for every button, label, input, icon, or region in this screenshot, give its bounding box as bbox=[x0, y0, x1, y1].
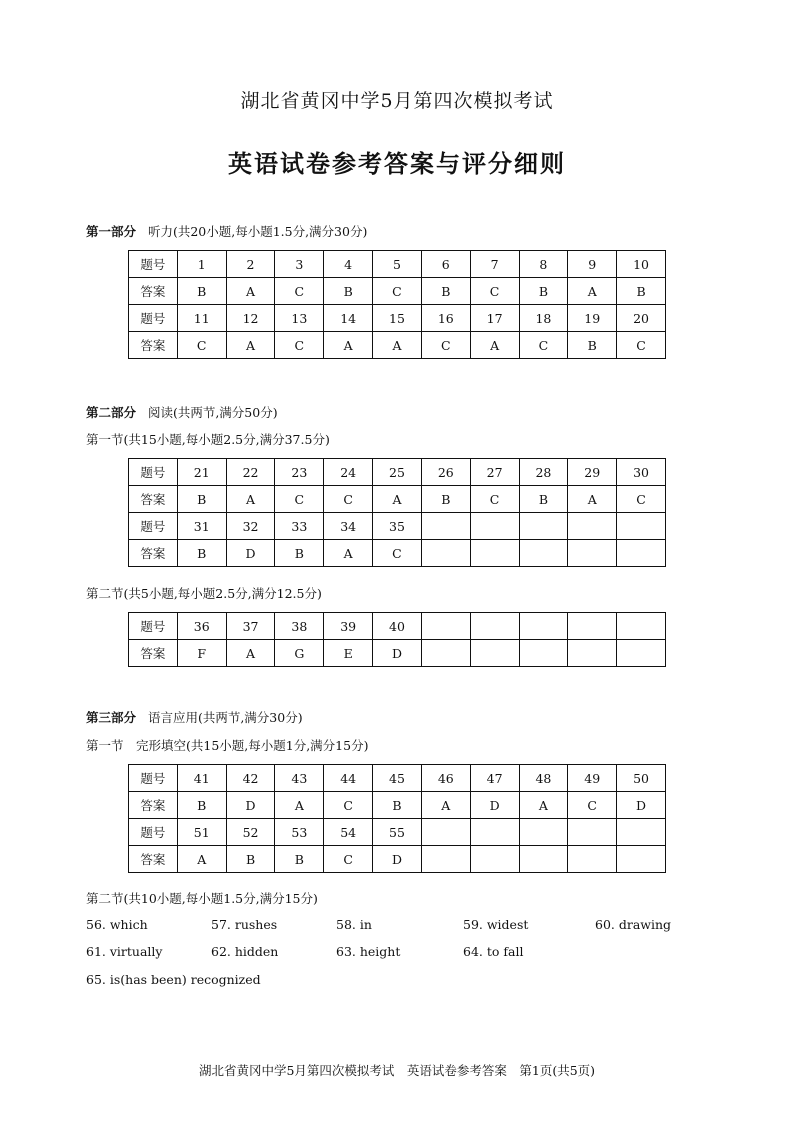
table-cell: A bbox=[177, 846, 226, 873]
table-cell: 27 bbox=[470, 459, 519, 486]
table-cell: 1 bbox=[177, 251, 226, 278]
table-cell: 50 bbox=[617, 765, 666, 792]
table-cell: 42 bbox=[226, 765, 275, 792]
part3-heading: 第三部分 bbox=[86, 710, 137, 725]
table-cell bbox=[470, 540, 519, 567]
table-cell: 32 bbox=[226, 513, 275, 540]
table-cell: 23 bbox=[275, 459, 324, 486]
table-cell bbox=[519, 540, 568, 567]
table-cell bbox=[568, 819, 617, 846]
row-label-cell: 答案 bbox=[129, 278, 178, 305]
table-cell: C bbox=[324, 846, 373, 873]
part2-heading: 第二部分 bbox=[86, 405, 137, 420]
table-cell: C bbox=[568, 792, 617, 819]
table-cell: 26 bbox=[421, 459, 470, 486]
table-cell bbox=[519, 819, 568, 846]
table-cell: 8 bbox=[519, 251, 568, 278]
answer-58: 58. in bbox=[336, 917, 372, 932]
table-cell: A bbox=[324, 540, 373, 567]
table-cell: B bbox=[177, 278, 226, 305]
part2-section2-table bbox=[128, 612, 666, 667]
table-cell: A bbox=[373, 486, 422, 513]
table-cell: D bbox=[617, 792, 666, 819]
part2-heading-line bbox=[86, 403, 278, 421]
row-label-cell: 题号 bbox=[129, 251, 178, 278]
table-cell: 16 bbox=[421, 305, 470, 332]
table-cell: B bbox=[275, 540, 324, 567]
table-cell: 38 bbox=[275, 613, 324, 640]
table-cell: 2 bbox=[226, 251, 275, 278]
table-cell bbox=[568, 513, 617, 540]
table-cell: 29 bbox=[568, 459, 617, 486]
row-label-cell: 题号 bbox=[129, 765, 178, 792]
table-cell: 39 bbox=[324, 613, 373, 640]
part1-desc: 听力(共20小题,每小题1.5分,满分30分) bbox=[147, 224, 368, 239]
part2-section1-label: 第一节(共15小题,每小题2.5分,满分37.5分) bbox=[86, 432, 330, 447]
table-cell: A bbox=[373, 332, 422, 359]
table-cell: 11 bbox=[177, 305, 226, 332]
table-cell: 12 bbox=[226, 305, 275, 332]
table-cell: 15 bbox=[373, 305, 422, 332]
table-cell bbox=[421, 613, 470, 640]
table-cell bbox=[519, 613, 568, 640]
table-cell: 3 bbox=[275, 251, 324, 278]
table-cell: 34 bbox=[324, 513, 373, 540]
table-cell: 36 bbox=[177, 613, 226, 640]
answer-59: 59. widest bbox=[463, 917, 529, 932]
table-cell: 40 bbox=[373, 613, 422, 640]
table-cell: A bbox=[568, 278, 617, 305]
table-cell: B bbox=[617, 278, 666, 305]
table-row bbox=[129, 305, 666, 332]
table-cell: 30 bbox=[617, 459, 666, 486]
table-row bbox=[129, 459, 666, 486]
table-cell: 10 bbox=[617, 251, 666, 278]
table-row bbox=[129, 486, 666, 513]
table-cell: 48 bbox=[519, 765, 568, 792]
table-cell: B bbox=[324, 278, 373, 305]
table-cell: G bbox=[275, 640, 324, 667]
answer-56: 56. which bbox=[86, 917, 148, 932]
table-cell: 55 bbox=[373, 819, 422, 846]
table-cell: B bbox=[177, 792, 226, 819]
table-cell bbox=[421, 846, 470, 873]
table-cell: B bbox=[568, 332, 617, 359]
answer-62: 62. hidden bbox=[211, 944, 279, 959]
table-cell: D bbox=[226, 540, 275, 567]
table-cell: C bbox=[177, 332, 226, 359]
row-label-cell: 题号 bbox=[129, 513, 178, 540]
table-row bbox=[129, 613, 666, 640]
table-cell: 25 bbox=[373, 459, 422, 486]
table-cell bbox=[568, 846, 617, 873]
table-row bbox=[129, 278, 666, 305]
table-cell bbox=[470, 613, 519, 640]
table-cell: B bbox=[519, 486, 568, 513]
answer-57: 57. rushes bbox=[211, 917, 278, 932]
table-cell bbox=[617, 640, 666, 667]
table-cell: 46 bbox=[421, 765, 470, 792]
table-cell: A bbox=[568, 486, 617, 513]
table-cell: C bbox=[470, 486, 519, 513]
part3-section1-label: 第一节 完形填空(共15小题,每小题1分,满分15分) bbox=[86, 738, 369, 753]
table-cell: 53 bbox=[275, 819, 324, 846]
table-cell: 24 bbox=[324, 459, 373, 486]
table-cell bbox=[519, 513, 568, 540]
table-cell: 21 bbox=[177, 459, 226, 486]
table-cell: B bbox=[177, 540, 226, 567]
table-cell: A bbox=[226, 278, 275, 305]
table-cell: 9 bbox=[568, 251, 617, 278]
table-cell: B bbox=[226, 846, 275, 873]
table-cell: D bbox=[470, 792, 519, 819]
table-cell: 17 bbox=[470, 305, 519, 332]
part1-answer-table bbox=[128, 250, 666, 359]
table-cell: 52 bbox=[226, 819, 275, 846]
table-cell bbox=[470, 819, 519, 846]
table-cell: C bbox=[617, 486, 666, 513]
table-cell: 47 bbox=[470, 765, 519, 792]
table-cell: C bbox=[421, 332, 470, 359]
part3-heading-line bbox=[86, 708, 303, 726]
table-cell bbox=[568, 613, 617, 640]
table-cell: 41 bbox=[177, 765, 226, 792]
table-cell: 5 bbox=[373, 251, 422, 278]
table-row bbox=[129, 792, 666, 819]
table-cell: 22 bbox=[226, 459, 275, 486]
table-cell: C bbox=[275, 332, 324, 359]
table-cell: 20 bbox=[617, 305, 666, 332]
table-cell bbox=[421, 819, 470, 846]
table-cell: A bbox=[275, 792, 324, 819]
table-cell: F bbox=[177, 640, 226, 667]
table-row bbox=[129, 513, 666, 540]
table-cell: C bbox=[324, 792, 373, 819]
table-cell bbox=[568, 540, 617, 567]
part1-heading: 第一部分 bbox=[86, 224, 137, 239]
part2-section1-table bbox=[128, 458, 666, 567]
row-label-cell: 答案 bbox=[129, 846, 178, 873]
row-label-cell: 题号 bbox=[129, 613, 178, 640]
table-cell: B bbox=[519, 278, 568, 305]
table-cell: A bbox=[324, 332, 373, 359]
table-cell: 19 bbox=[568, 305, 617, 332]
row-label-cell: 答案 bbox=[129, 486, 178, 513]
table-cell bbox=[470, 640, 519, 667]
table-cell: B bbox=[421, 486, 470, 513]
table-cell: C bbox=[275, 486, 324, 513]
table-cell: 49 bbox=[568, 765, 617, 792]
table-cell: 35 bbox=[373, 513, 422, 540]
answer-64: 64. to fall bbox=[463, 944, 524, 959]
table-row bbox=[129, 765, 666, 792]
table-cell: C bbox=[324, 486, 373, 513]
part3-desc: 语言应用(共两节,满分30分) bbox=[147, 710, 303, 725]
row-label-cell: 答案 bbox=[129, 332, 178, 359]
table-cell: 54 bbox=[324, 819, 373, 846]
table-cell: C bbox=[275, 278, 324, 305]
table-cell: 33 bbox=[275, 513, 324, 540]
answer-61: 61. virtually bbox=[86, 944, 163, 959]
table-cell: 6 bbox=[421, 251, 470, 278]
table-cell: 28 bbox=[519, 459, 568, 486]
table-cell: A bbox=[226, 486, 275, 513]
table-cell: D bbox=[226, 792, 275, 819]
table-cell: 4 bbox=[324, 251, 373, 278]
table-cell: A bbox=[470, 332, 519, 359]
table-row bbox=[129, 332, 666, 359]
table-cell: C bbox=[470, 278, 519, 305]
table-cell: B bbox=[275, 846, 324, 873]
answer-65: 65. is(has been) recognized bbox=[86, 972, 261, 987]
table-cell: 43 bbox=[275, 765, 324, 792]
table-cell: B bbox=[177, 486, 226, 513]
part2-section2-label: 第二节(共5小题,每小题2.5分,满分12.5分) bbox=[86, 586, 322, 601]
table-cell bbox=[421, 540, 470, 567]
table-cell: D bbox=[373, 846, 422, 873]
table-cell: 45 bbox=[373, 765, 422, 792]
table-cell bbox=[519, 640, 568, 667]
part1-heading-line bbox=[86, 222, 367, 240]
table-cell bbox=[617, 846, 666, 873]
table-cell: C bbox=[617, 332, 666, 359]
row-label-cell: 答案 bbox=[129, 792, 178, 819]
part2-desc: 阅读(共两节,满分50分) bbox=[147, 405, 278, 420]
document-title: 英语试卷参考答案与评分细则 bbox=[228, 149, 566, 178]
table-cell: E bbox=[324, 640, 373, 667]
table-row bbox=[129, 846, 666, 873]
table-cell: 51 bbox=[177, 819, 226, 846]
table-cell: C bbox=[373, 540, 422, 567]
table-cell: D bbox=[373, 640, 422, 667]
table-cell: B bbox=[421, 278, 470, 305]
table-row bbox=[129, 640, 666, 667]
table-cell bbox=[617, 513, 666, 540]
table-cell: 31 bbox=[177, 513, 226, 540]
part3-section2-label: 第二节(共10小题,每小题1.5分,满分15分) bbox=[86, 891, 318, 906]
table-cell: 13 bbox=[275, 305, 324, 332]
row-label-cell: 题号 bbox=[129, 459, 178, 486]
row-label-cell: 题号 bbox=[129, 305, 178, 332]
table-cell: A bbox=[226, 332, 275, 359]
table-cell: 18 bbox=[519, 305, 568, 332]
table-cell: B bbox=[373, 792, 422, 819]
table-cell bbox=[617, 819, 666, 846]
part3-section1-table bbox=[128, 764, 666, 873]
table-cell bbox=[470, 513, 519, 540]
answer-63: 63. height bbox=[336, 944, 401, 959]
page-footer: 湖北省黄冈中学5月第四次模拟考试 英语试卷参考答案 第1页(共5页) bbox=[198, 1063, 596, 1078]
table-cell bbox=[617, 613, 666, 640]
table-row bbox=[129, 819, 666, 846]
row-label-cell: 答案 bbox=[129, 540, 178, 567]
table-cell: A bbox=[421, 792, 470, 819]
table-cell: 37 bbox=[226, 613, 275, 640]
row-label-cell: 题号 bbox=[129, 819, 178, 846]
table-cell: 7 bbox=[470, 251, 519, 278]
table-cell bbox=[470, 846, 519, 873]
row-label-cell: 答案 bbox=[129, 640, 178, 667]
table-row bbox=[129, 251, 666, 278]
table-cell bbox=[421, 513, 470, 540]
table-cell bbox=[568, 640, 617, 667]
table-cell: C bbox=[519, 332, 568, 359]
exam-subtitle: 湖北省黄冈中学5月第四次模拟考试 bbox=[240, 90, 554, 112]
table-cell: A bbox=[226, 640, 275, 667]
table-cell bbox=[617, 540, 666, 567]
table-cell: C bbox=[373, 278, 422, 305]
table-cell bbox=[519, 846, 568, 873]
table-cell: A bbox=[519, 792, 568, 819]
table-cell: 14 bbox=[324, 305, 373, 332]
table-cell bbox=[421, 640, 470, 667]
answer-60: 60. drawing bbox=[595, 917, 672, 932]
table-cell: 44 bbox=[324, 765, 373, 792]
table-row bbox=[129, 540, 666, 567]
